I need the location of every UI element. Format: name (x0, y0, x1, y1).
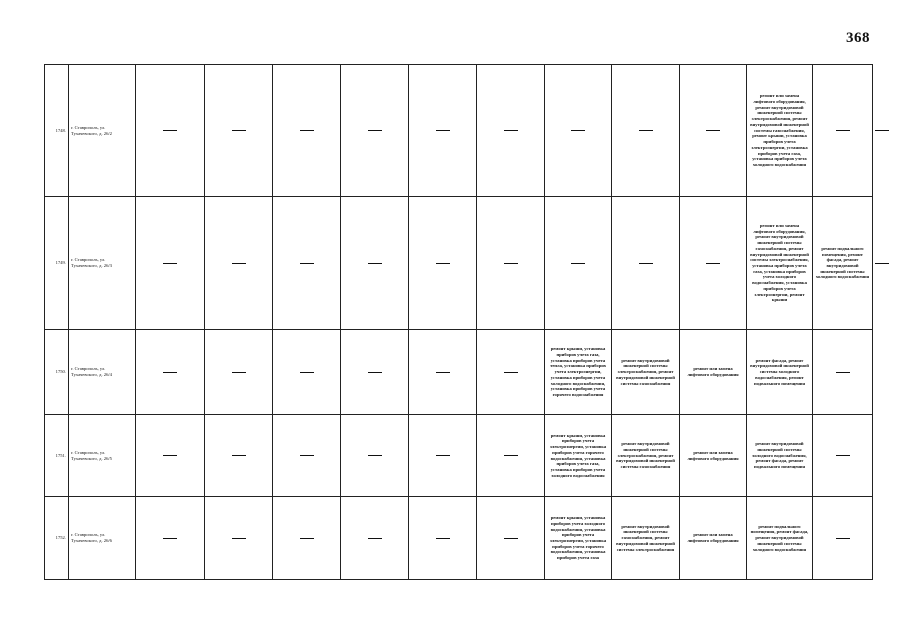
dash-mark (300, 538, 314, 539)
dash-mark (706, 130, 720, 131)
empty-dash-cell (136, 415, 205, 497)
dash-mark (436, 455, 450, 456)
empty-dash-cell (545, 197, 612, 330)
table-row (45, 197, 873, 330)
empty-dash-cell (136, 197, 205, 330)
empty-dash-cell (477, 330, 545, 415)
repair-work-cell: ремонт или замена лифтового оборудования (680, 497, 747, 580)
dash-mark (504, 455, 518, 456)
dash-mark (232, 455, 246, 456)
dash-mark (300, 263, 314, 264)
dash-mark (368, 372, 382, 373)
dash-mark (639, 130, 653, 131)
repair-work-cell: ремонт крыши, установка приборов учета холодного водоснабжения, установка приборов учета электроэнергии, установка приборов учета горячего водоснабжения, установка приборов учета газа (545, 497, 612, 580)
repair-work-cell: ремонт крыши, установка приборов учета электроэнергии, установка приборов учета горячего водоснабжения, установка приборов учета газа, установка приборов учета холодного водоснабжения (545, 415, 612, 497)
dash-mark (368, 130, 382, 131)
empty-dash-cell (136, 65, 205, 197)
dash-mark (836, 372, 850, 373)
empty-dash-cell (341, 197, 409, 330)
empty-dash-cell (409, 330, 477, 415)
address-cell: г. Ставрополь, ул. Тухачевского, д. 26/5 (69, 415, 136, 497)
dash-mark (436, 130, 450, 131)
dash-mark (368, 538, 382, 539)
empty-dash-cell (273, 497, 341, 580)
empty-dash-cell (612, 197, 680, 330)
dash-mark (504, 372, 518, 373)
dash-mark (163, 538, 177, 539)
empty-dash-cell (409, 415, 477, 497)
empty-dash-cell (341, 65, 409, 197)
dash-mark (232, 372, 246, 373)
empty-dash-cell (680, 197, 747, 330)
empty-dash-cell (477, 497, 545, 580)
repair-schedule-table (44, 64, 873, 580)
dash-mark (368, 263, 382, 264)
dash-mark (436, 263, 450, 264)
repair-work-cell: ремонт внутридомовой инженерной системы холодного водоснабжения, ремонт фасада, ремонт подвального помещения (747, 415, 813, 497)
empty-dash-cell (205, 415, 273, 497)
empty-dash-cell (813, 330, 873, 415)
address-cell: г. Ставрополь, ул. Тухачевского, д. 26/3 (69, 197, 136, 330)
page-number: 368 (846, 30, 870, 46)
dash-mark (504, 263, 518, 264)
dash-mark (836, 455, 850, 456)
row-number: 1748. (45, 65, 69, 197)
dash-mark (875, 263, 889, 264)
dash-mark (836, 130, 850, 131)
row-number: 1749. (45, 197, 69, 330)
table-row (45, 497, 873, 580)
empty-dash-cell (680, 65, 747, 197)
dash-mark (163, 455, 177, 456)
row-number: 1750. (45, 330, 69, 415)
empty-dash-cell (136, 497, 205, 580)
dash-mark (571, 263, 585, 264)
dash-mark (639, 263, 653, 264)
empty-dash-cell (813, 65, 873, 197)
empty-dash-cell (273, 197, 341, 330)
empty-dash-cell (136, 330, 205, 415)
address-cell: г. Ставрополь, ул. Тухачевского, д. 26/2 (69, 65, 136, 197)
empty-dash-cell (409, 497, 477, 580)
row-number: 1752. (45, 497, 69, 580)
repair-work-cell: ремонт подвального помещения, ремонт фасада, ремонт внутридомовой инженерной системы холодного водоснабжения (747, 497, 813, 580)
empty-dash-cell (341, 497, 409, 580)
table-row (45, 330, 873, 415)
dash-mark (706, 263, 720, 264)
empty-dash-cell (409, 65, 477, 197)
repair-work-cell: ремонт или замена лифтового оборудования (680, 330, 747, 415)
empty-dash-cell (813, 497, 873, 580)
empty-dash-cell (477, 65, 545, 197)
address-cell: г. Ставрополь, ул. Тухачевского, д. 26/6 (69, 497, 136, 580)
empty-dash-cell (341, 330, 409, 415)
dash-mark (504, 538, 518, 539)
dash-mark (300, 372, 314, 373)
dash-mark (163, 372, 177, 373)
empty-dash-cell (612, 65, 680, 197)
empty-dash-cell (205, 330, 273, 415)
table-row (45, 415, 873, 497)
empty-dash-cell (813, 415, 873, 497)
address-cell: г. Ставрополь, ул. Тухачевского, д. 26/4 (69, 330, 136, 415)
dash-mark (232, 130, 246, 131)
empty-dash-cell (273, 65, 341, 197)
empty-dash-cell (205, 197, 273, 330)
row-number: 1751. (45, 415, 69, 497)
dash-mark (436, 538, 450, 539)
empty-dash-cell (205, 65, 273, 197)
dash-mark (504, 130, 518, 131)
empty-dash-cell (477, 415, 545, 497)
repair-work-cell: ремонт или замена лифтового оборудования (680, 415, 747, 497)
dash-mark (875, 130, 889, 131)
dash-mark (436, 372, 450, 373)
empty-dash-cell (341, 415, 409, 497)
empty-dash-cell (545, 65, 612, 197)
dash-mark (368, 455, 382, 456)
dash-mark (300, 130, 314, 131)
dash-mark (232, 538, 246, 539)
empty-dash-cell (273, 330, 341, 415)
repair-work-cell: ремонт или замена лифтового оборудования, ремонт внутридомовой инженерной системы газоснабжения, ремонт внутридомовой инженерной системы электроснабжения, установка приборов учета газа, установка приборов учета холодного водоснабжения, установка приборов учета электроэнергии, ремонт крыши (747, 197, 813, 330)
dash-mark (163, 130, 177, 131)
repair-work-cell: ремонт фасада, ремонт внутридомовой инженерной системы холодного водоснабжения, ремонт подвального помещения (747, 330, 813, 415)
dash-mark (571, 130, 585, 131)
table-row (45, 65, 873, 197)
dash-mark (232, 263, 246, 264)
empty-dash-cell (477, 197, 545, 330)
dash-mark (836, 538, 850, 539)
repair-work-cell: ремонт крыши, установка приборов учета газа, установка приборов учета тепла, установка приборов учета электроэнергии, установка приборов учета холодного водоснабжения, установка приборов учета горячего водоснабжения (545, 330, 612, 415)
repair-work-cell: ремонт внутридомовой инженерной системы электроснабжения, ремонт внутридомовой инженерной системы газоснабжения (612, 330, 680, 415)
empty-dash-cell (409, 197, 477, 330)
repair-work-cell: ремонт или замена лифтового оборудования, ремонт внутридомовой инженерной системы электроснабжения, ремонт внутридомовой инженерной системы газоснабжения, ремонт крыши, установка приборов учета электроэнергии, установка приборов учета газа, установка приборов учета холодного водоснабжения (747, 65, 813, 197)
empty-dash-cell (205, 497, 273, 580)
dash-mark (300, 455, 314, 456)
dash-mark (163, 263, 177, 264)
empty-dash-cell (273, 415, 341, 497)
repair-work-cell: ремонт подвального помещения, ремонт фасада, ремонт внутридомовой инженерной системы холодного водоснабжения (813, 197, 873, 330)
repair-work-cell: ремонт внутридомовой инженерной системы электроснабжения, ремонт внутридомовой инженерной системы газоснабжения (612, 415, 680, 497)
repair-work-cell: ремонт внутридомовой инженерной системы газоснабжения, ремонт внутридомовой инженерной системы электроснабжения (612, 497, 680, 580)
